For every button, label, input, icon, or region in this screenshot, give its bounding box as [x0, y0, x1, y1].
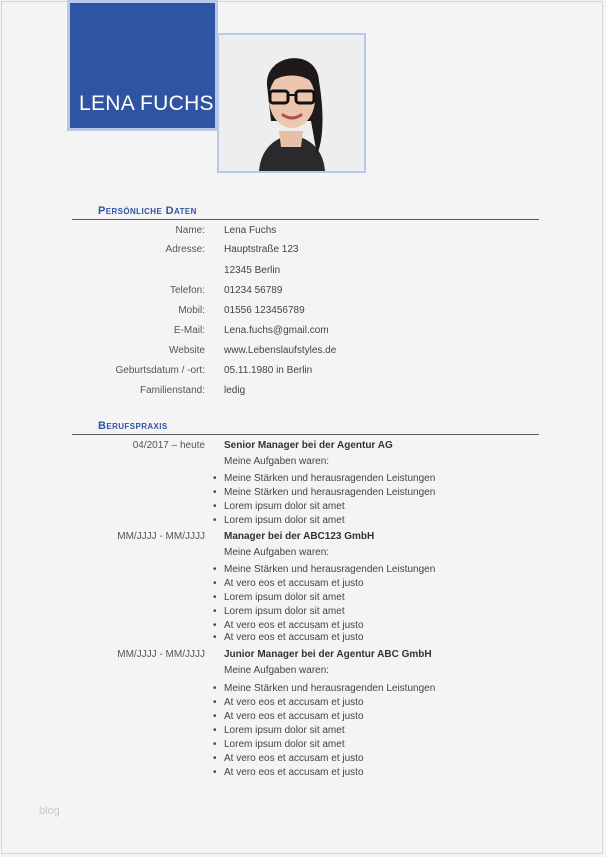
label-marital-status: Familienstand:	[139, 385, 205, 396]
watermark: blog	[39, 805, 60, 817]
value-website: www.Lebenslaufstyles.de	[224, 345, 337, 356]
value-name: Lena Fuchs	[224, 225, 277, 236]
job-title: Manager bei der ABC123 GmbH	[224, 531, 375, 542]
job-intro: Meine Aufgaben waren:	[224, 665, 330, 676]
job-period: MM/JJJJ - MM/JJJJ	[117, 649, 205, 660]
value-city: 12345 Berlin	[224, 265, 281, 276]
value-marital-status: ledig	[224, 385, 246, 396]
profile-photo	[217, 33, 366, 173]
value-birth: 05.11.1980 in Berlin	[224, 365, 313, 376]
job-bullet: • Meine Stärken und herausragenden Leistungen	[213, 683, 435, 694]
value-street: Hauptstraße 123	[224, 244, 299, 255]
job-bullet: • Lorem ipsum dolor sit amet	[213, 515, 345, 526]
label-name: Name:	[175, 225, 205, 236]
profile-photo-image	[219, 35, 364, 171]
label-address: Adresse:	[165, 244, 205, 255]
job-bullet: • Lorem ipsum dolor sit amet	[213, 606, 345, 617]
value-mobile: 01556 123456789	[224, 305, 305, 316]
job-bullet: • At vero eos et accusam et justo	[213, 697, 364, 708]
job-bullet: • Lorem ipsum dolor sit amet	[213, 501, 345, 512]
job-bullet: • At vero eos et accusam et justo	[213, 711, 364, 722]
label-mobile: Mobil:	[178, 305, 205, 316]
label-birth: Geburtsdatum / -ort:	[115, 365, 205, 376]
value-email: Lena.fuchs@gmail.com	[224, 325, 329, 336]
job-bullet: • Lorem ipsum dolor sit amet	[213, 725, 345, 736]
job-title: Senior Manager bei der Agentur AG	[224, 440, 393, 451]
job-bullet: • At vero eos et accusam et justo	[213, 632, 364, 643]
job-bullet: • At vero eos et accusam et justo	[213, 753, 364, 764]
section-title-experience: Berufspraxis	[98, 420, 168, 432]
job-bullet: • Lorem ipsum dolor sit amet	[213, 592, 345, 603]
section-divider	[72, 219, 539, 220]
job-bullet: • At vero eos et accusam et justo	[213, 620, 364, 631]
job-period: MM/JJJJ - MM/JJJJ	[117, 531, 205, 542]
name-heading: LENA FUCHS	[79, 92, 214, 115]
job-intro: Meine Aufgaben waren:	[224, 456, 330, 467]
job-bullet: • Meine Stärken und herausragenden Leistungen	[213, 473, 435, 484]
job-period: 04/2017 – heute	[132, 440, 205, 451]
label-email: E-Mail:	[173, 325, 205, 336]
value-phone: 01234 56789	[224, 285, 283, 296]
section-title-personal: Persönliche Daten	[98, 205, 197, 217]
label-website: Website	[169, 345, 205, 356]
job-bullet: • At vero eos et accusam et justo	[213, 767, 364, 778]
job-bullet: • Meine Stärken und herausragenden Leistungen	[213, 564, 435, 575]
job-bullet: • At vero eos et accusam et justo	[213, 578, 364, 589]
job-title: Junior Manager bei der Agentur ABC GmbH	[224, 649, 432, 660]
name-banner	[70, 3, 215, 128]
label-phone: Telefon:	[169, 285, 205, 296]
job-bullet: • Lorem ipsum dolor sit amet	[213, 739, 345, 750]
job-intro: Meine Aufgaben waren:	[224, 547, 330, 558]
job-bullet: • Meine Stärken und herausragenden Leistungen	[213, 487, 435, 498]
section-divider	[72, 434, 539, 435]
